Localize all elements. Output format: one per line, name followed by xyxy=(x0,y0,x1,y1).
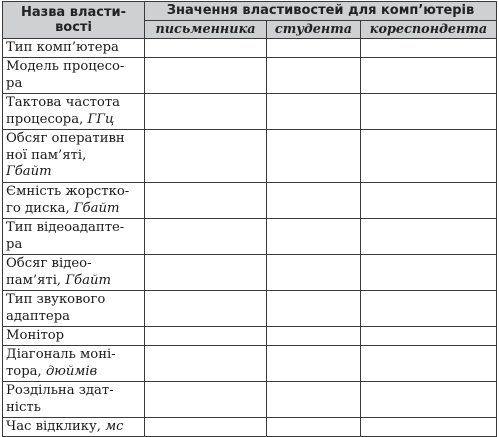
value-cell-student[interactable] xyxy=(267,39,361,58)
property-unit: ГГц xyxy=(87,111,115,127)
header-student: студента xyxy=(267,20,361,39)
value-cell-correspondent[interactable] xyxy=(361,255,497,291)
property-name-text: Час відклику, xyxy=(6,419,106,434)
table-body xyxy=(3,39,497,437)
property-name-cell xyxy=(3,418,145,437)
computer-properties-table xyxy=(2,1,497,437)
property-name-cell xyxy=(3,327,145,346)
value-cell-writer[interactable] xyxy=(145,130,267,183)
properties-table-container xyxy=(2,1,496,437)
value-cell-student[interactable] xyxy=(267,219,361,255)
value-cell-student[interactable] xyxy=(267,327,361,346)
property-name-text: Модель процесо- xyxy=(6,59,125,74)
value-cell-correspondent[interactable] xyxy=(361,183,497,219)
value-cell-writer[interactable] xyxy=(145,255,267,291)
table-row xyxy=(3,219,497,255)
value-cell-correspondent[interactable] xyxy=(361,418,497,437)
value-cell-student[interactable] xyxy=(267,255,361,291)
value-cell-student[interactable] xyxy=(267,382,361,418)
property-name-cell xyxy=(3,291,145,327)
value-cell-correspondent[interactable] xyxy=(361,346,497,382)
value-cell-writer[interactable] xyxy=(145,219,267,255)
property-name-text: го диска, xyxy=(6,200,74,216)
property-name-text: ра xyxy=(6,75,23,91)
table-row xyxy=(3,255,497,291)
property-name-cell xyxy=(3,94,145,130)
property-unit: дюймів xyxy=(45,363,98,379)
property-name-cell xyxy=(3,183,145,219)
property-name-cell xyxy=(3,219,145,255)
property-name-text: Тактова частота xyxy=(6,95,120,110)
value-cell-writer[interactable] xyxy=(145,346,267,382)
table-row xyxy=(3,327,497,346)
property-name-text: ра xyxy=(6,236,23,252)
value-cell-student[interactable] xyxy=(267,418,361,437)
header-property-name xyxy=(3,2,145,39)
property-name-text: Тип звукового xyxy=(6,292,106,307)
value-cell-writer[interactable] xyxy=(145,183,267,219)
property-name-text: Роздільна здат- xyxy=(6,383,114,398)
property-name-text: тора, xyxy=(6,363,46,379)
value-cell-writer[interactable] xyxy=(145,94,267,130)
property-name-text: ної пам’яті, xyxy=(6,147,87,163)
value-cell-writer[interactable] xyxy=(145,327,267,346)
header-values-group: Значення властивостей для комп’ютерів xyxy=(145,2,497,21)
property-name-text: Обсяг відео- xyxy=(6,256,92,271)
table-row xyxy=(3,58,497,94)
header-writer: письменника xyxy=(145,20,267,39)
value-cell-writer[interactable] xyxy=(145,382,267,418)
value-cell-student[interactable] xyxy=(267,130,361,183)
property-name-text: Тип комп’ютера xyxy=(6,40,119,55)
value-cell-student[interactable] xyxy=(267,58,361,94)
property-unit: мс xyxy=(105,419,124,434)
value-cell-correspondent[interactable] xyxy=(361,130,497,183)
value-cell-student[interactable] xyxy=(267,291,361,327)
value-cell-correspondent[interactable] xyxy=(361,94,497,130)
table-row xyxy=(3,94,497,130)
property-unit: Гбайт xyxy=(73,200,120,216)
property-unit: Гбайт xyxy=(6,164,52,179)
property-name-text: пам’яті, xyxy=(6,272,66,288)
property-name-text: Обсяг оперативн xyxy=(6,131,125,146)
table-row xyxy=(3,418,497,437)
property-name-text: Монітор xyxy=(6,328,65,343)
value-cell-student[interactable] xyxy=(267,94,361,130)
table-row xyxy=(3,382,497,418)
property-name-cell xyxy=(3,382,145,418)
property-name-cell xyxy=(3,130,145,183)
property-name-text: процесора, xyxy=(6,111,88,127)
table-row xyxy=(3,346,497,382)
value-cell-writer[interactable] xyxy=(145,291,267,327)
value-cell-correspondent[interactable] xyxy=(361,58,497,94)
property-name-text: ність xyxy=(6,399,41,415)
value-cell-writer[interactable] xyxy=(145,39,267,58)
header-property-name-line1: Назва власти- xyxy=(21,4,126,20)
table-row xyxy=(3,39,497,58)
property-name-text: Діагональ моні- xyxy=(6,347,116,362)
property-name-cell xyxy=(3,346,145,382)
value-cell-writer[interactable] xyxy=(145,58,267,94)
value-cell-student[interactable] xyxy=(267,346,361,382)
value-cell-correspondent[interactable] xyxy=(361,327,497,346)
property-name-text: Ємність жорстко- xyxy=(6,184,130,199)
table-row xyxy=(3,291,497,327)
property-name-text: адаптера xyxy=(6,308,71,324)
value-cell-correspondent[interactable] xyxy=(361,382,497,418)
table-row xyxy=(3,130,497,183)
header-correspondent: кореспондента xyxy=(361,20,497,39)
property-unit: Гбайт xyxy=(65,272,111,288)
value-cell-correspondent[interactable] xyxy=(361,291,497,327)
property-name-cell xyxy=(3,39,145,58)
property-name-text: Тип відеоадапте- xyxy=(6,220,125,235)
property-name-cell xyxy=(3,255,145,291)
value-cell-writer[interactable] xyxy=(145,418,267,437)
value-cell-correspondent[interactable] xyxy=(361,39,497,58)
value-cell-student[interactable] xyxy=(267,183,361,219)
header-property-name-line2: вості xyxy=(55,20,92,35)
value-cell-correspondent[interactable] xyxy=(361,219,497,255)
property-name-cell xyxy=(3,58,145,94)
table-row xyxy=(3,183,497,219)
